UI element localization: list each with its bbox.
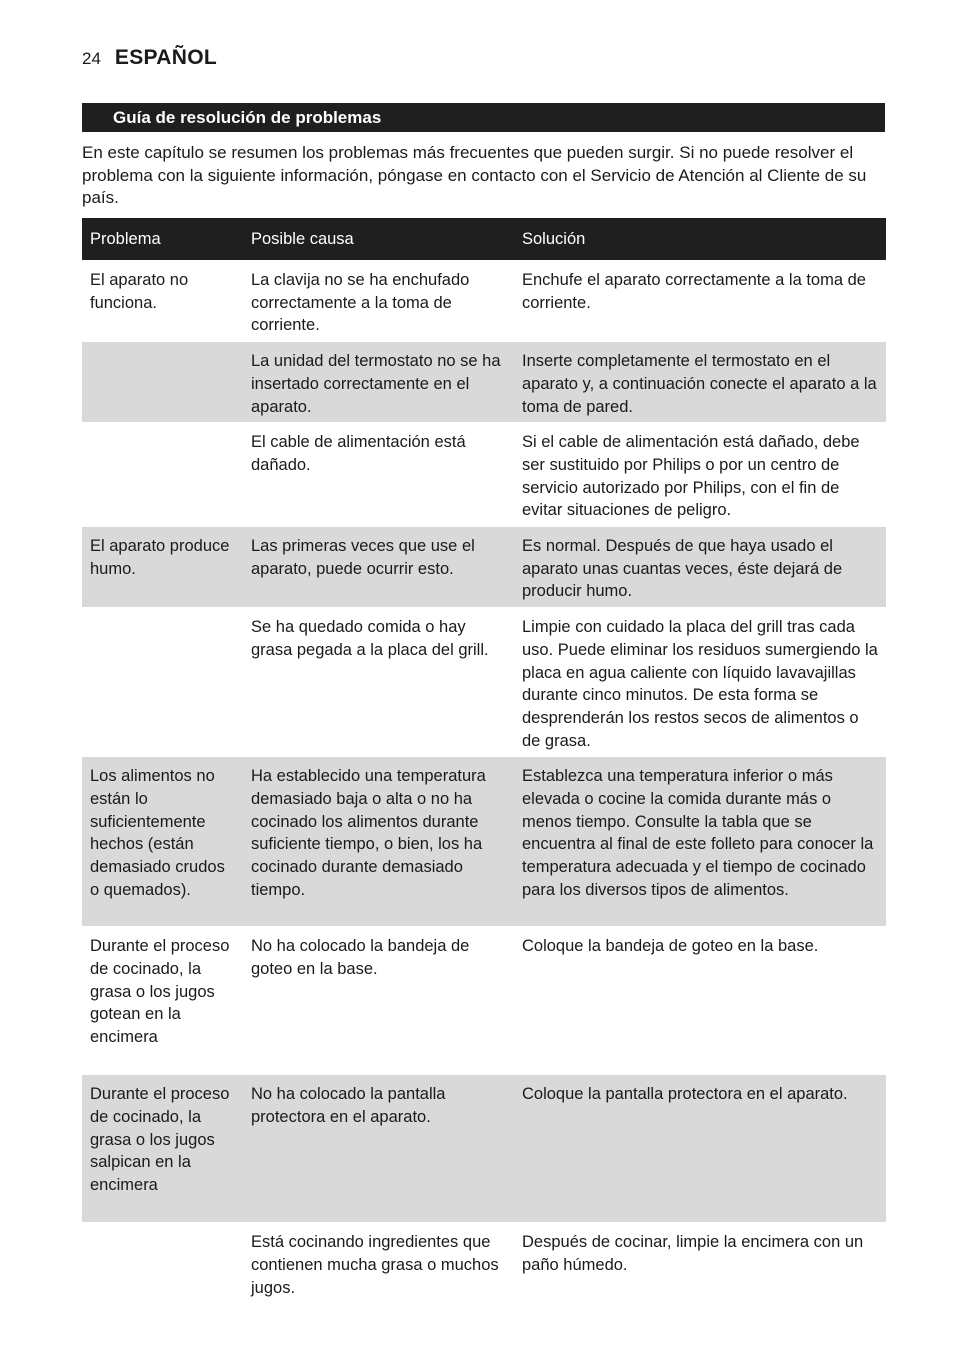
column-header-problem: Problema (82, 218, 243, 261)
page-header (82, 46, 217, 70)
cell-cause: No ha colocado la bandeja de goteo en la base. (251, 937, 470, 979)
cell-cause: No ha colocado la pantalla protectora en el aparato. (243, 1075, 514, 1223)
cell-solution: Inserte completamente el termostato en el aparato y, a continuación conecte el aparato a la toma de pared. (514, 342, 886, 423)
cell-cause: La unidad del termostato no se ha insertado correctamente en el aparato. (243, 342, 514, 423)
cell-cause: Está cocinando ingredientes que contienen mucha grasa o muchos jugos. (251, 1233, 499, 1297)
cell-problem (82, 423, 243, 527)
cell-solution: Limpie con cuidado la placa del grill tras cada uso. Puede eliminar los residuos sumergiendo la placa en agua caliente con líquido lavavajillas durante cinco minutos. De esta forma se desprenderán los restos secos de alimentos o de grasa. (522, 618, 878, 750)
cell-problem: El aparato no funciona. (90, 271, 189, 312)
page-number: 24 (82, 49, 101, 68)
cell-problem (82, 342, 243, 423)
column-header-cause: Posible causa (243, 218, 514, 261)
cell-solution: Si el cable de alimentación está dañado, debe ser sustituido por Philips o por un centro de servicio autorizado por Philips, con el fin de evitar situaciones de peligro. (522, 433, 860, 520)
intro-paragraph: En este capítulo se resumen los problemas más frecuentes que pueden surgir. Si no puede resolver el problema con la siguiente información, póngase en contacto con el Servicio de Atención al Cliente de su país. (82, 143, 867, 207)
cell-cause: Se ha quedado comida o hay grasa pegada a la placa del grill. (251, 618, 489, 659)
cell-cause: Ha establecido una temperatura demasiado baja o alta o no ha cocinado los alimentos durante suficiente tiempo, o bien, los ha cocinado durante demasiado tiempo. (243, 757, 514, 927)
table-row (82, 608, 886, 757)
cell-solution: Coloque la bandeja de goteo en la base. (522, 937, 819, 956)
troubleshooting-table (82, 218, 886, 1304)
cell-cause: El cable de alimentación está dañado. (251, 433, 466, 474)
table-row (82, 423, 886, 527)
table-row (82, 757, 886, 927)
table-row (82, 527, 886, 608)
table-row (82, 342, 886, 423)
cell-problem: Durante el proceso de cocinado, la grasa o los jugos gotean en la encimera (90, 937, 230, 1047)
cell-solution: Coloque la pantalla protectora en el aparato. (514, 1075, 886, 1223)
section-title: Guía de resolución de problemas (82, 103, 885, 132)
table-row (82, 927, 886, 1075)
language-title: ESPAÑOL (114, 46, 217, 69)
table-row (82, 1075, 886, 1223)
cell-solution: Establezca una temperatura inferior o más elevada o cocine la comida durante más o menos tiempo. Consulte la tabla que se encuentra al final de este folleto para conocer la temperatura adecuada y el tiempo de cocinado para los diversos tipos de alimentos. (514, 757, 886, 927)
cell-cause: La clavija no se ha enchufado correctamente a la toma de corriente. (251, 271, 470, 335)
cell-solution: Es normal. Después de que haya usado el aparato unas cuantas veces, éste dejará de producir humo. (514, 527, 886, 608)
cell-problem: El aparato produce humo. (82, 527, 243, 608)
table-header-row (82, 218, 886, 261)
cell-problem (82, 1223, 243, 1304)
cell-solution: Después de cocinar, limpie la encimera con un paño húmedo. (522, 1233, 864, 1275)
cell-problem: Durante el proceso de cocinado, la grasa o los jugos salpican en la encimera (82, 1075, 243, 1223)
cell-solution: Enchufe el aparato correctamente a la toma de corriente. (522, 271, 866, 312)
column-header-solution: Solución (514, 218, 886, 261)
table-row (82, 261, 886, 342)
cell-problem: Los alimentos no están lo suficientemente hechos (están demasiado crudos o quemados). (82, 757, 243, 927)
cell-problem (82, 608, 243, 757)
cell-cause: Las primeras veces que use el aparato, puede ocurrir esto. (243, 527, 514, 608)
table-row (82, 1223, 886, 1304)
